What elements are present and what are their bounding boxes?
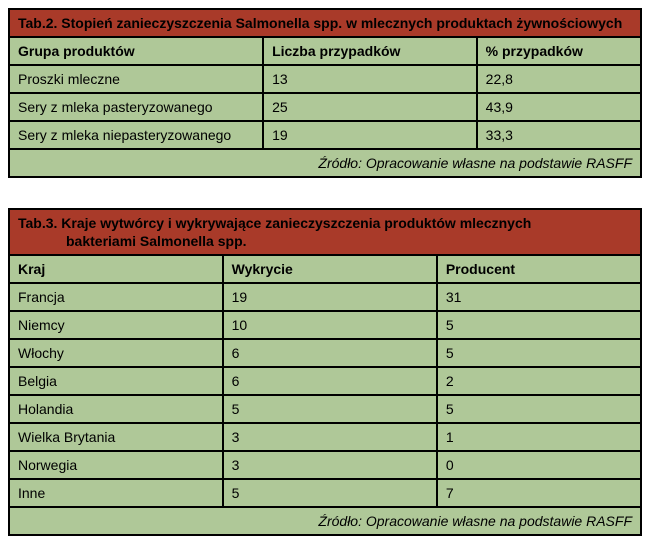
- table-cell: 13: [263, 65, 477, 93]
- table-row: [9, 311, 641, 339]
- table-cell: 0: [437, 451, 641, 479]
- table-salmonella-products: [8, 8, 642, 178]
- table-cell: 31: [437, 283, 641, 311]
- column-header-producent: Producent: [437, 255, 641, 283]
- table-source-row: [9, 507, 641, 535]
- table-cell: 3: [223, 423, 437, 451]
- table-row: [9, 93, 641, 121]
- table-cell: Sery z mleka pasteryzowanego: [9, 93, 263, 121]
- table-row: [9, 65, 641, 93]
- table-cell: Belgia: [9, 367, 223, 395]
- table-cell: 5: [437, 311, 641, 339]
- table-cell: Holandia: [9, 395, 223, 423]
- column-header-kraj: Kraj: [9, 255, 223, 283]
- table-cell: 5: [223, 395, 437, 423]
- table-cell: 22,8: [477, 65, 641, 93]
- table-row: [9, 395, 641, 423]
- table-gap: [8, 178, 642, 208]
- table-cell: 2: [437, 367, 641, 395]
- table-cell: 5: [437, 339, 641, 367]
- table-cell: 3: [223, 451, 437, 479]
- table-row: [9, 479, 641, 507]
- table-cell: 43,9: [477, 93, 641, 121]
- table-cell: Sery z mleka niepasteryzowanego: [9, 121, 263, 149]
- column-header-procent: % przypadków: [477, 37, 641, 65]
- table-cell: 5: [437, 395, 641, 423]
- table-cell: 19: [263, 121, 477, 149]
- table-row: [9, 339, 641, 367]
- table-cell: Norwegia: [9, 451, 223, 479]
- table-cell: Włochy: [9, 339, 223, 367]
- table-cell: Inne: [9, 479, 223, 507]
- table-cell: 6: [223, 367, 437, 395]
- table-header-row: [9, 37, 641, 65]
- table-cell: 7: [437, 479, 641, 507]
- table-salmonella-countries: [8, 208, 642, 536]
- table-source-row: [9, 149, 641, 177]
- table-cell: 10: [223, 311, 437, 339]
- table-row: [9, 367, 641, 395]
- table-row: [9, 451, 641, 479]
- table-title-line2: bakteriami Salmonella spp.: [66, 233, 247, 249]
- table-cell: Wielka Brytania: [9, 423, 223, 451]
- table-title-row: [9, 209, 641, 255]
- table-cell: 19: [223, 283, 437, 311]
- table-source: Źródło: Opracowanie własne na podstawie RASFF: [9, 149, 641, 177]
- table-cell: Proszki mleczne: [9, 65, 263, 93]
- column-header-grupa: Grupa produktów: [9, 37, 263, 65]
- table-row: [9, 121, 641, 149]
- table-cell: 33,3: [477, 121, 641, 149]
- table-cell: 25: [263, 93, 477, 121]
- table-cell: 1: [437, 423, 641, 451]
- table-header-row: [9, 255, 641, 283]
- table-cell: 5: [223, 479, 437, 507]
- table-title-line1: Tab.3. Kraje wytwórcy i wykrywające zanieczyszczenia produktów mlecznych: [18, 215, 532, 231]
- table-cell: Francja: [9, 283, 223, 311]
- table-title: [9, 209, 641, 255]
- table-cell: Niemcy: [9, 311, 223, 339]
- column-header-liczba: Liczba przypadków: [263, 37, 477, 65]
- table-row: [9, 283, 641, 311]
- column-header-wykrycie: Wykrycie: [223, 255, 437, 283]
- table-source: Źródło: Opracowanie własne na podstawie RASFF: [9, 507, 641, 535]
- table-title: Tab.2. Stopień zanieczyszczenia Salmonella spp. w mlecznych produktach żywnościowych: [9, 9, 641, 37]
- table-cell: 6: [223, 339, 437, 367]
- table-title-row: [9, 9, 641, 37]
- table-row: [9, 423, 641, 451]
